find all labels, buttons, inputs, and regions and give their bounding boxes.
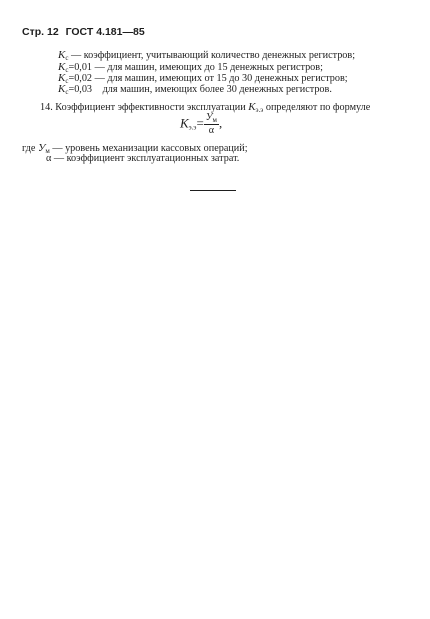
- where-subscript: м: [45, 147, 50, 155]
- definition-text: — коэффициент, учитывающий количество денежных регистров;: [71, 50, 356, 61]
- formula-numerator-symbol: У: [205, 112, 213, 123]
- definition-text: для машин, имеющих более 30 денежных регистров.: [102, 84, 332, 95]
- where-line-2: α — коэффициент эксплуатационных затрат.: [46, 153, 240, 164]
- closing-rule: [190, 190, 236, 191]
- definition-line: [58, 83, 332, 96]
- definition-text: — для машин, имеющих от 15 до 30 денежных регистров;: [94, 73, 348, 84]
- formula-trail: ,: [218, 115, 223, 131]
- formula-lhs-subscript: э.э: [188, 123, 197, 132]
- where-lead: где: [22, 143, 36, 154]
- formula-denominator: α: [208, 125, 214, 136]
- formula: [180, 112, 222, 136]
- formula-equals: =: [196, 115, 204, 131]
- definition-value: =0,01: [68, 62, 93, 73]
- paragraph-14-subscript: э.э: [255, 106, 264, 114]
- definition-subscript: c: [65, 54, 69, 62]
- definition-value: =0,02: [68, 73, 93, 84]
- definition-text: — для машин, имеющих до 15 денежных регистров;: [94, 62, 323, 73]
- where-symbol: У: [37, 142, 46, 154]
- paragraph-14-text-end: определяют по формуле: [265, 102, 371, 113]
- definition-subscript: c: [65, 66, 69, 74]
- paragraph-14-text: 14. Коэффициент эффективности эксплуатации: [40, 102, 246, 113]
- where-text: — уровень механизации кассовых операций;: [52, 143, 248, 154]
- formula-lhs: K: [180, 115, 189, 131]
- standard-number: ГОСТ 4.181—85: [65, 26, 145, 38]
- definition-symbol: K: [58, 61, 66, 73]
- definition-symbol: K: [58, 83, 66, 95]
- definition-value: =0,03: [68, 84, 93, 95]
- formula-numerator: [204, 112, 219, 125]
- page-number: Стр. 12: [22, 26, 59, 38]
- formula-numerator-subscript: м: [212, 116, 217, 124]
- definition-symbol: K: [58, 49, 66, 61]
- definition-subscript: c: [65, 77, 69, 85]
- paragraph-14-symbol: K: [248, 101, 256, 113]
- definition-symbol: K: [58, 72, 66, 84]
- formula-fraction: [204, 112, 219, 136]
- definition-subscript: c: [65, 88, 69, 96]
